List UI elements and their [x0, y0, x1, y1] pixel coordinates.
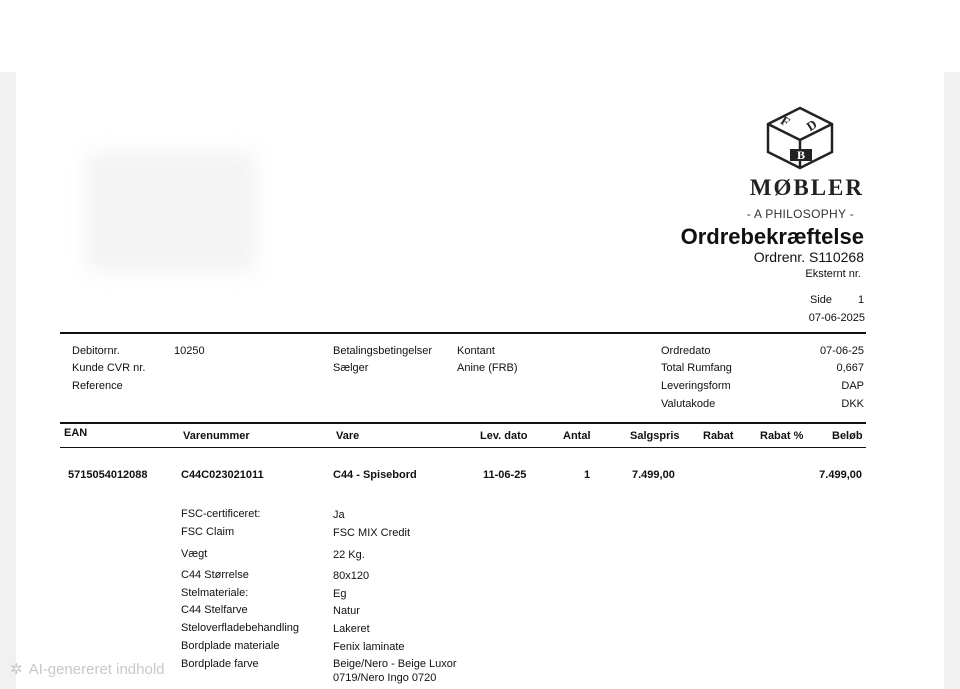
divider-table-top — [60, 422, 866, 424]
column-header-vare: Vare — [336, 430, 360, 442]
page-gutter-right — [944, 72, 960, 689]
seller-label: Sælger — [333, 362, 369, 374]
column-header-belob: Beløb — [832, 430, 863, 442]
attr-value: Eg — [333, 588, 347, 600]
document-date: 07-06-2025 — [808, 312, 865, 324]
brand-tagline: - A PHILOSOPHY - — [746, 207, 854, 221]
cube-letter-f: F — [778, 112, 793, 130]
column-header-rabat-pct: Rabat % — [760, 430, 804, 442]
attr-label: FSC Claim — [181, 526, 235, 538]
page-gutter-left — [0, 72, 16, 689]
delivery-form-value: DAP — [841, 380, 864, 392]
column-header-lev-dato: Lev. dato — [480, 430, 528, 442]
page-number-label: Side — [810, 294, 833, 306]
cube-letter-d: D — [803, 116, 820, 135]
attr-label: Bordplade farve — [181, 658, 259, 670]
attr-label: C44 Stelfarve — [181, 604, 248, 616]
column-header-antal: Antal — [563, 430, 591, 442]
document-page — [16, 72, 944, 689]
attr-label: Bordplade materiale — [181, 640, 280, 652]
attr-label: FSC-certificeret: — [181, 508, 261, 520]
currency-code-label: Valutakode — [661, 398, 716, 410]
row-salgspris: 7.499,00 — [632, 469, 675, 481]
attr-label: C44 Størrelse — [181, 569, 249, 581]
brand-name: MØBLER — [749, 175, 864, 200]
attr-value: Ja — [333, 509, 345, 521]
row-lev-dato: 11-06-25 — [483, 469, 527, 481]
attr-label: Vægt — [181, 548, 208, 560]
currency-code-value: DKK — [841, 398, 864, 410]
cvr-label: Kunde CVR nr. — [72, 362, 146, 374]
column-header-ean: EAN — [64, 427, 88, 439]
external-number-label: Eksternt nr. — [805, 268, 861, 280]
total-volume-label: Total Rumfang — [661, 362, 732, 374]
attr-label: Steloverfladebehandling — [181, 622, 300, 634]
page-number-value: 1 — [858, 294, 865, 306]
order-date-value: 07-06-25 — [819, 345, 864, 357]
row-vare: C44 - Spisebord — [333, 469, 417, 481]
order-number: Ordrenr. S110268 — [753, 249, 864, 265]
column-header-varenummer: Varenummer — [183, 430, 250, 442]
brand-cube-logo-icon — [764, 106, 836, 170]
attr-value: Beige/Nero - Beige Luxor — [333, 658, 457, 670]
viewer-top-band — [0, 0, 960, 72]
attr-value: Natur — [333, 605, 360, 617]
attr-value-line2: 0719/Nero Ingo 0720 — [333, 672, 437, 684]
row-belob: 7.499,00 — [819, 469, 862, 481]
attr-value: Fenix laminate — [333, 641, 405, 653]
delivery-form-label: Leveringsform — [661, 380, 731, 392]
order-date-label: Ordredato — [661, 345, 711, 357]
document-title: Ordrebekræftelse — [680, 224, 864, 249]
attr-value: FSC MIX Credit — [333, 527, 411, 539]
attr-value: 80x120 — [333, 570, 370, 582]
ai-generated-label: AI-genereret indhold — [28, 660, 165, 678]
row-varenummer: C44C023021011 — [181, 469, 264, 481]
total-volume-value: 0,667 — [836, 362, 864, 374]
payment-terms-label: Betalingsbetingelser — [333, 345, 433, 357]
debitor-value: 10250 — [174, 345, 205, 357]
attr-label: Stelmateriale: — [181, 587, 249, 599]
sparkle-icon: ✲ — [10, 661, 23, 678]
attr-value: Lakeret — [333, 623, 370, 635]
cube-letter-b: B — [796, 148, 806, 162]
reference-label: Reference — [72, 380, 123, 392]
payment-terms-value: Kontant — [457, 345, 495, 357]
debitor-label: Debitornr. — [72, 345, 120, 357]
divider-header — [60, 332, 866, 334]
column-header-rabat: Rabat — [703, 430, 734, 442]
row-ean: 5715054012088 — [68, 469, 148, 481]
row-antal: 1 — [584, 469, 591, 481]
blurred-address-block — [86, 152, 256, 272]
seller-value: Anine (FRB) — [457, 362, 518, 374]
column-header-salgspris: Salgspris — [630, 430, 680, 442]
divider-table-header — [60, 447, 866, 448]
ai-generated-badge — [10, 660, 165, 678]
attr-value: 22 Kg. — [333, 549, 365, 561]
